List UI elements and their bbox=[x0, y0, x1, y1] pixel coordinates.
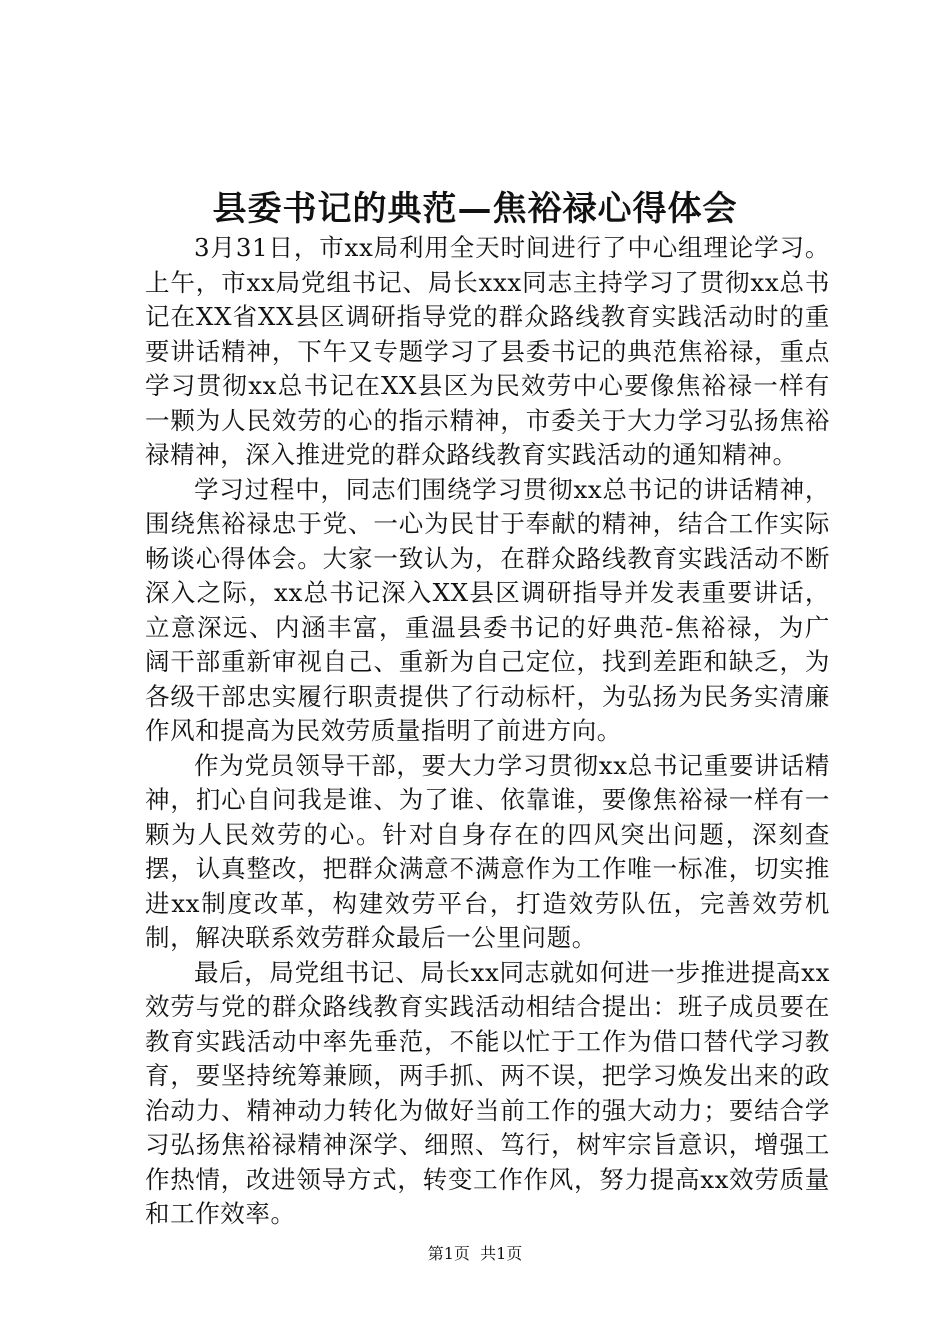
paragraph-4: 最后，局党组书记、局长xx同志就如何进一步推进提高xx效劳与党的群众路线教育实践活动相结合提出：班子成员要在教育实践活动中率先垂范，不能以忙于工作为借口替代学习教育，要坚持统筹兼顾，两手抓、两不误，把学习焕发出来的政治动力、精神动力转化为做好当前工作的强大动力；要结合学习弘扬焦裕禄精神深学、细照、笃行，树牢宗旨意识，增强工作热情，改进领导方式，转变工作作风，努力提高xx效劳质量和工作效率。 bbox=[145, 957, 830, 1228]
page-footer bbox=[0, 1243, 950, 1265]
paragraph-2: 学习过程中，同志们围绕学习贯彻xx总书记的讲话精神，围绕焦裕禄忠于党、一心为民甘于奉献的精神，结合工作实际畅谈心得体会。大家一致认为，在群众路线教育实践活动不断深入之际，xx总书记深入XX县区调研指导并发表重要讲话，立意深远、内涵丰富，重温县委书记的好典范-焦裕禄，为广阔干部重新审视自己、重新为自己定位，找到差距和缺乏，为各级干部忠实履行职责提供了行动标杆，为弘扬为民务实清廉作风和提高为民效劳质量指明了前进方向。 bbox=[145, 474, 830, 745]
document-body bbox=[145, 231, 830, 1232]
paragraph-3: 作为党员领导干部，要大力学习贯彻xx总书记重要讲话精神，扪心自问我是谁、为了谁、依靠谁，要像焦裕禄一样有一颗为人民效劳的心。针对自身存在的四风突出问题，深刻查摆，认真整改，把群众满意不满意作为工作唯一标准，切实推进xx制度改革，构建效劳平台，打造效劳队伍，完善效劳机制，解决联系效劳群众最后一公里问题。 bbox=[145, 750, 830, 952]
paragraph-1: 3月31日，市xx局利用全天时间进行了中心组理论学习。上午，市xx局党组书记、局长xxx同志主持学习了贯彻xx总书记在XX省XX县区调研指导党的群众路线教育实践活动时的重要讲话精神，下午又专题学习了县委书记的典范焦裕禄，重点学习贯彻xx总书记在XX县区为民效劳中心要像焦裕禄一样有一颗为人民效劳的心的指示精神，市委关于大力学习弘扬焦裕禄精神，深入推进党的群众路线教育实践活动的通知精神。 bbox=[145, 233, 830, 469]
page-number: 第1页 bbox=[427, 1244, 470, 1263]
page-total: 共1页 bbox=[480, 1244, 523, 1263]
document-title: 县委书记的典范—焦裕禄心得体会 bbox=[212, 189, 738, 229]
